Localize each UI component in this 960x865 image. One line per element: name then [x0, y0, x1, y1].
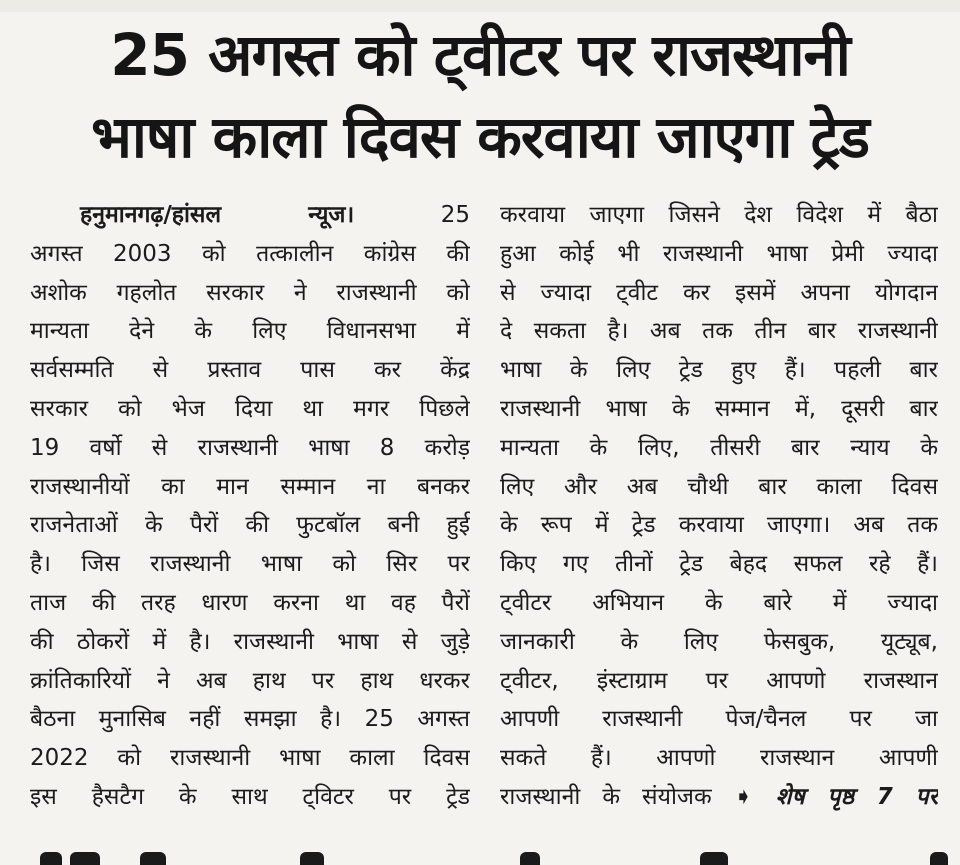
article-line-text: राजस्थानी के संयोजक [500, 783, 712, 810]
article-line: 19 वर्षो से राजस्थानी भाषा 8 करोड़ [30, 434, 470, 461]
clipped-glyph [70, 852, 100, 865]
continued-label: शेष पृष्ठ 7 पर [775, 783, 938, 810]
article-line [30, 196, 470, 235]
clipped-top-edge [0, 0, 960, 12]
article-line-continued [500, 778, 938, 817]
article-line: जानकारी के लिए फेसबुक, यूट्यूब, [500, 628, 938, 655]
article-line: मान्यता देने के लिए विधानसभा में [30, 318, 470, 345]
article-line: अगस्त 2003 को तत्कालीन कांग्रेस की [30, 240, 470, 267]
article-line: राजस्थानीयों का मान सम्मान ना बनकर [30, 473, 470, 500]
article-line: इस हैसटैग के साथ ट्विटर पर ट्रेड [30, 783, 470, 810]
article-line: ट्वीटर अभियान के बारे में ज्यादा [500, 589, 938, 616]
article-column-right [500, 196, 938, 817]
column-gutter [484, 196, 485, 836]
article-line: मान्यता के लिए, तीसरी बार न्याय के [500, 434, 938, 461]
article-line: करवाया जाएगा जिसने देश विदेश में बैठा [500, 202, 938, 228]
dateline: हनुमानगढ़/हांसल न्यूज। [80, 202, 355, 228]
clipped-bottom-edge [0, 844, 960, 865]
article-line: ताज की तरह धारण करना था वह पैरों [30, 589, 470, 616]
article-line: बैठना मुनासिब नहीं समझा है। 25 अगस्त [30, 706, 470, 733]
article-line: के रूप में ट्रेड करवाया जाएगा। अब तक [500, 512, 938, 539]
article-line: लिए और अब चौथी बार काला दिवस [500, 473, 938, 500]
headline-line-2: भाषा काला दिवस करवाया जाएगा ट्रेड [91, 103, 869, 171]
clipped-glyph [140, 852, 166, 865]
article-line: आपणी राजस्थानी पेज/चैनल पर जा [500, 706, 938, 733]
article-line: अशोक गहलोत सरकार ने राजस्थानी को [30, 279, 470, 306]
article-line: सर्वसम्मति से प्रस्ताव पास कर केंद्र [30, 357, 470, 384]
article-line: किए गए तीनों ट्रेड बेहद सफल रहे हैं। [500, 551, 938, 578]
article-line: ट्वीटर, इंस्टाग्राम पर आपणो राजस्थान [500, 667, 938, 694]
clipped-glyph [930, 852, 948, 865]
article-line: भाषा के लिए ट्रेड हुए हैं। पहली बार [500, 357, 938, 384]
article-line: राजनेताओं के पैरों की फुटबॉल बनी हुई [30, 512, 470, 539]
article-line: 2022 को राजस्थानी भाषा काला दिवस [30, 745, 470, 772]
clipped-glyph [40, 852, 62, 865]
headline [0, 14, 960, 178]
clipped-glyph [520, 852, 540, 865]
article-line: दे सकता है। अब तक तीन बार राजस्थानी [500, 318, 938, 345]
article-line: हुआ कोई भी राजस्थानी भाषा प्रेमी ज्यादा [500, 240, 938, 267]
headline-line-1: 25 अगस्त को ट्वीटर पर राजस्थानी [110, 21, 850, 89]
clipped-glyph [300, 852, 324, 865]
article-line: सरकार को भेज दिया था मगर पिछले [30, 395, 470, 422]
article-line: राजस्थानी भाषा के सम्मान में, दूसरी बार [500, 395, 938, 422]
article-line: सकते हैं। आपणो राजस्थान आपणी [500, 745, 938, 772]
article-line: से ज्यादा ट्वीट कर इसमें अपना योगदान [500, 279, 938, 306]
article-column-left [30, 196, 470, 817]
pointer-arrow-icon: ➧ [733, 783, 753, 810]
article-line: की ठोकरों में है। राजस्थानी भाषा से जुड़े [30, 628, 470, 655]
clipped-glyph [700, 852, 728, 865]
continued-on-page [734, 784, 938, 810]
article-line-text: 25 [440, 202, 470, 228]
article-line: क्रांतिकारियों ने अब हाथ पर हाथ धरकर [30, 667, 470, 694]
article-line: है। जिस राजस्थानी भाषा को सिर पर [30, 551, 470, 578]
